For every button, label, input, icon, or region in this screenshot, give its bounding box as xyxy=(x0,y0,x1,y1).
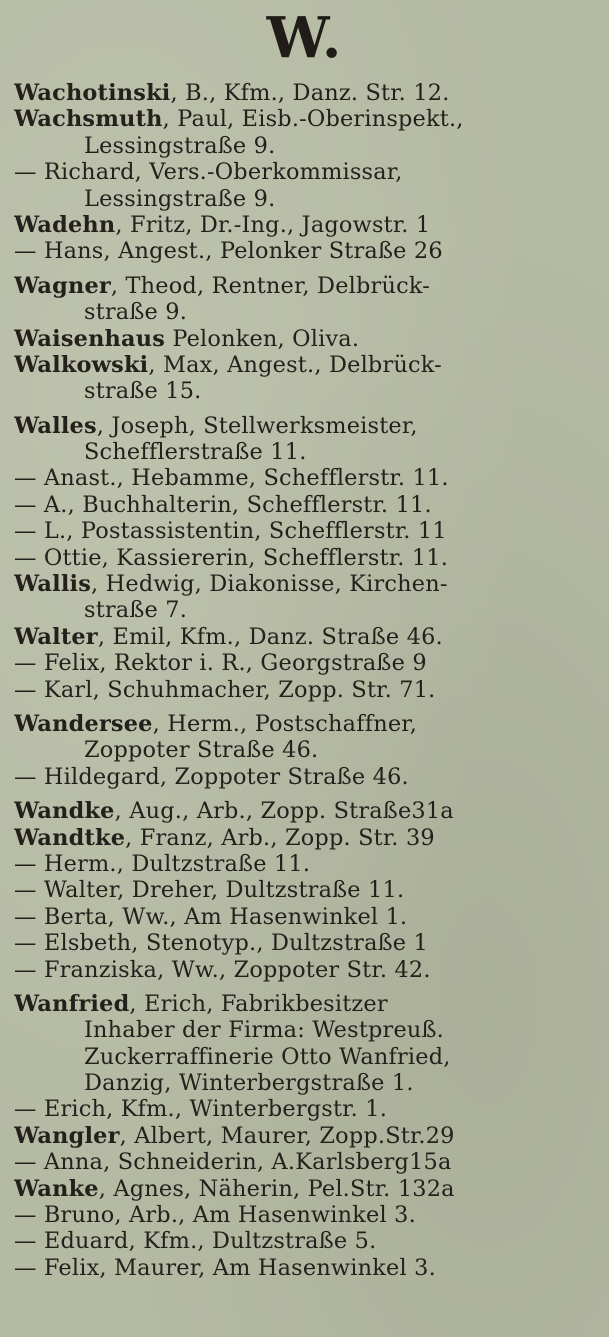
entry-line: Wandke, Aug., Arb., Zopp. Straße31a xyxy=(14,798,454,825)
entry-line: Walkowski, Max, Angest., Delbrück- xyxy=(14,351,442,378)
directory-entry xyxy=(14,825,603,851)
entry-surname: Wachotinski xyxy=(14,80,171,106)
directory-entry xyxy=(14,650,603,676)
directory-entry xyxy=(14,798,603,824)
directory-entry xyxy=(14,1096,603,1122)
directory-entry xyxy=(14,851,603,877)
entry-line: Walter, Emil, Kfm., Danz. Straße 46. xyxy=(14,623,443,650)
entry-continuation-line: straße 7. xyxy=(84,597,188,624)
entry-line: Wagner, Theod, Rentner, Delbrück- xyxy=(14,272,430,299)
entry-continuation-line: Zoppoter Straße 46. xyxy=(84,737,319,764)
directory-entry-list xyxy=(14,80,603,1281)
directory-entry xyxy=(14,877,603,903)
entry-line: Wangler, Albert, Maurer, Zopp.Str.29 xyxy=(14,1122,455,1149)
entry-line: — Hildegard, Zoppoter Straße 46. xyxy=(14,763,409,790)
entry-surname: Wangler xyxy=(14,1122,120,1149)
entry-line: — Felix, Rektor i. R., Georgstraße 9 xyxy=(14,650,427,677)
directory-entry xyxy=(14,352,603,405)
directory-entry xyxy=(14,238,603,264)
entry-continuation-line: straße 9. xyxy=(84,299,188,326)
entry-surname: Wandtke xyxy=(14,824,126,851)
directory-entry xyxy=(14,80,603,106)
entry-line: — Ottie, Kassiererin, Schefflerstr. 11. xyxy=(14,544,449,571)
directory-entry xyxy=(14,764,603,790)
directory-entry xyxy=(14,159,603,212)
entry-continuation-line: Danzig, Winterbergstraße 1. xyxy=(84,1070,414,1097)
directory-entry xyxy=(14,273,603,326)
directory-entry xyxy=(14,413,603,466)
directory-entry xyxy=(14,930,603,956)
directory-entry xyxy=(14,957,603,983)
entry-line: Waisenhaus Pelonken, Oliva. xyxy=(14,325,360,352)
directory-entry xyxy=(14,106,603,159)
entry-surname: Wachsmuth xyxy=(14,106,163,133)
directory-entry xyxy=(14,1123,603,1149)
directory-entry xyxy=(14,904,603,930)
entry-line: — Anna, Schneiderin, A.Karlsberg15a xyxy=(14,1149,452,1176)
entry-line: — Franziska, Ww., Zoppoter Str. 42. xyxy=(14,956,431,983)
directory-entry xyxy=(14,1149,603,1175)
entry-continuation-line: Inhaber der Firma: Westpreuß. xyxy=(84,1017,444,1044)
directory-entry xyxy=(14,326,603,352)
directory-entry xyxy=(14,1176,603,1202)
entry-line: — Erich, Kfm., Winterbergstr. 1. xyxy=(14,1096,388,1123)
entry-surname: Walkowski xyxy=(14,351,149,378)
entry-surname: Wanke xyxy=(14,1175,99,1202)
directory-entry xyxy=(14,212,603,238)
section-letter-heading: W. xyxy=(266,5,343,71)
entry-line: Wachotinski, B., Kfm., Danz. Str. 12. xyxy=(14,80,450,106)
entry-line: Wallis, Hedwig, Diakonisse, Kirchen- xyxy=(14,571,448,598)
directory-entry xyxy=(14,518,603,544)
entry-line: — Herm., Dultzstraße 11. xyxy=(14,850,311,877)
entry-continuation-line: Lessingstraße 9. xyxy=(84,132,276,159)
entry-line: — Karl, Schuhmacher, Zopp. Str. 71. xyxy=(14,676,436,703)
entry-line: Wandersee, Herm., Postschaffner, xyxy=(14,710,418,737)
entry-surname: Wanfried xyxy=(14,990,130,1017)
entry-line: — Walter, Dreher, Dultzstraße 11. xyxy=(14,877,405,904)
entry-line: Walles, Joseph, Stellwerksmeister, xyxy=(14,412,418,439)
entry-continuation-line: straße 15. xyxy=(84,378,202,405)
directory-entry xyxy=(14,465,603,491)
entry-line: Wanfried, Erich, Fabrikbesitzer xyxy=(14,990,388,1017)
entry-line: — Richard, Vers.-Oberkommissar, xyxy=(14,159,403,186)
entry-line: — Anast., Hebamme, Schefflerstr. 11. xyxy=(14,465,449,492)
entry-surname: Walter xyxy=(14,623,98,650)
entry-surname: Wallis xyxy=(14,571,92,598)
entry-line: Wadehn, Fritz, Dr.-Ing., Jagowstr. 1 xyxy=(14,211,431,238)
entry-line: Wandtke, Franz, Arb., Zopp. Str. 39 xyxy=(14,824,435,851)
entry-line: — Elsbeth, Stenotyp., Dultzstraße 1 xyxy=(14,930,428,957)
entry-continuation-line: Schefflerstraße 11. xyxy=(84,439,307,466)
entry-surname: Wandke xyxy=(14,798,115,825)
directory-entry xyxy=(14,991,603,1097)
directory-entry xyxy=(14,1228,603,1254)
directory-entry xyxy=(14,1202,603,1228)
directory-entry xyxy=(14,1255,603,1281)
entry-line: — Hans, Angest., Pelonker Straße 26 xyxy=(14,238,443,265)
entry-surname: Waisenhaus xyxy=(14,325,166,352)
directory-entry xyxy=(14,571,603,624)
entry-surname: Wandersee xyxy=(14,710,153,737)
entry-line: — Eduard, Kfm., Dultzstraße 5. xyxy=(14,1228,377,1255)
directory-entry xyxy=(14,677,603,703)
directory-entry xyxy=(14,492,603,518)
directory-entry xyxy=(14,545,603,571)
entry-line: — Felix, Maurer, Am Hasenwinkel 3. xyxy=(14,1254,436,1281)
directory-entry xyxy=(14,624,603,650)
entry-line: Wachsmuth, Paul, Eisb.-Oberinspekt., xyxy=(14,106,464,133)
entry-line: — L., Postassistentin, Schefflerstr. 11 xyxy=(14,518,447,545)
entry-line: — Berta, Ww., Am Hasenwinkel 1. xyxy=(14,903,408,930)
entry-line: Wanke, Agnes, Näherin, Pel.Str. 132a xyxy=(14,1175,455,1202)
directory-entry xyxy=(14,711,603,764)
entry-line: — Bruno, Arb., Am Hasenwinkel 3. xyxy=(14,1202,416,1229)
entry-surname: Walles xyxy=(14,412,97,439)
entry-surname: Wagner xyxy=(14,272,111,299)
entry-continuation-line: Zuckerraffinerie Otto Wanfried, xyxy=(84,1043,451,1070)
entry-line: — A., Buchhalterin, Schefflerstr. 11. xyxy=(14,491,432,518)
entry-surname: Wadehn xyxy=(14,211,116,238)
entry-continuation-line: Lessingstraße 9. xyxy=(84,185,276,212)
